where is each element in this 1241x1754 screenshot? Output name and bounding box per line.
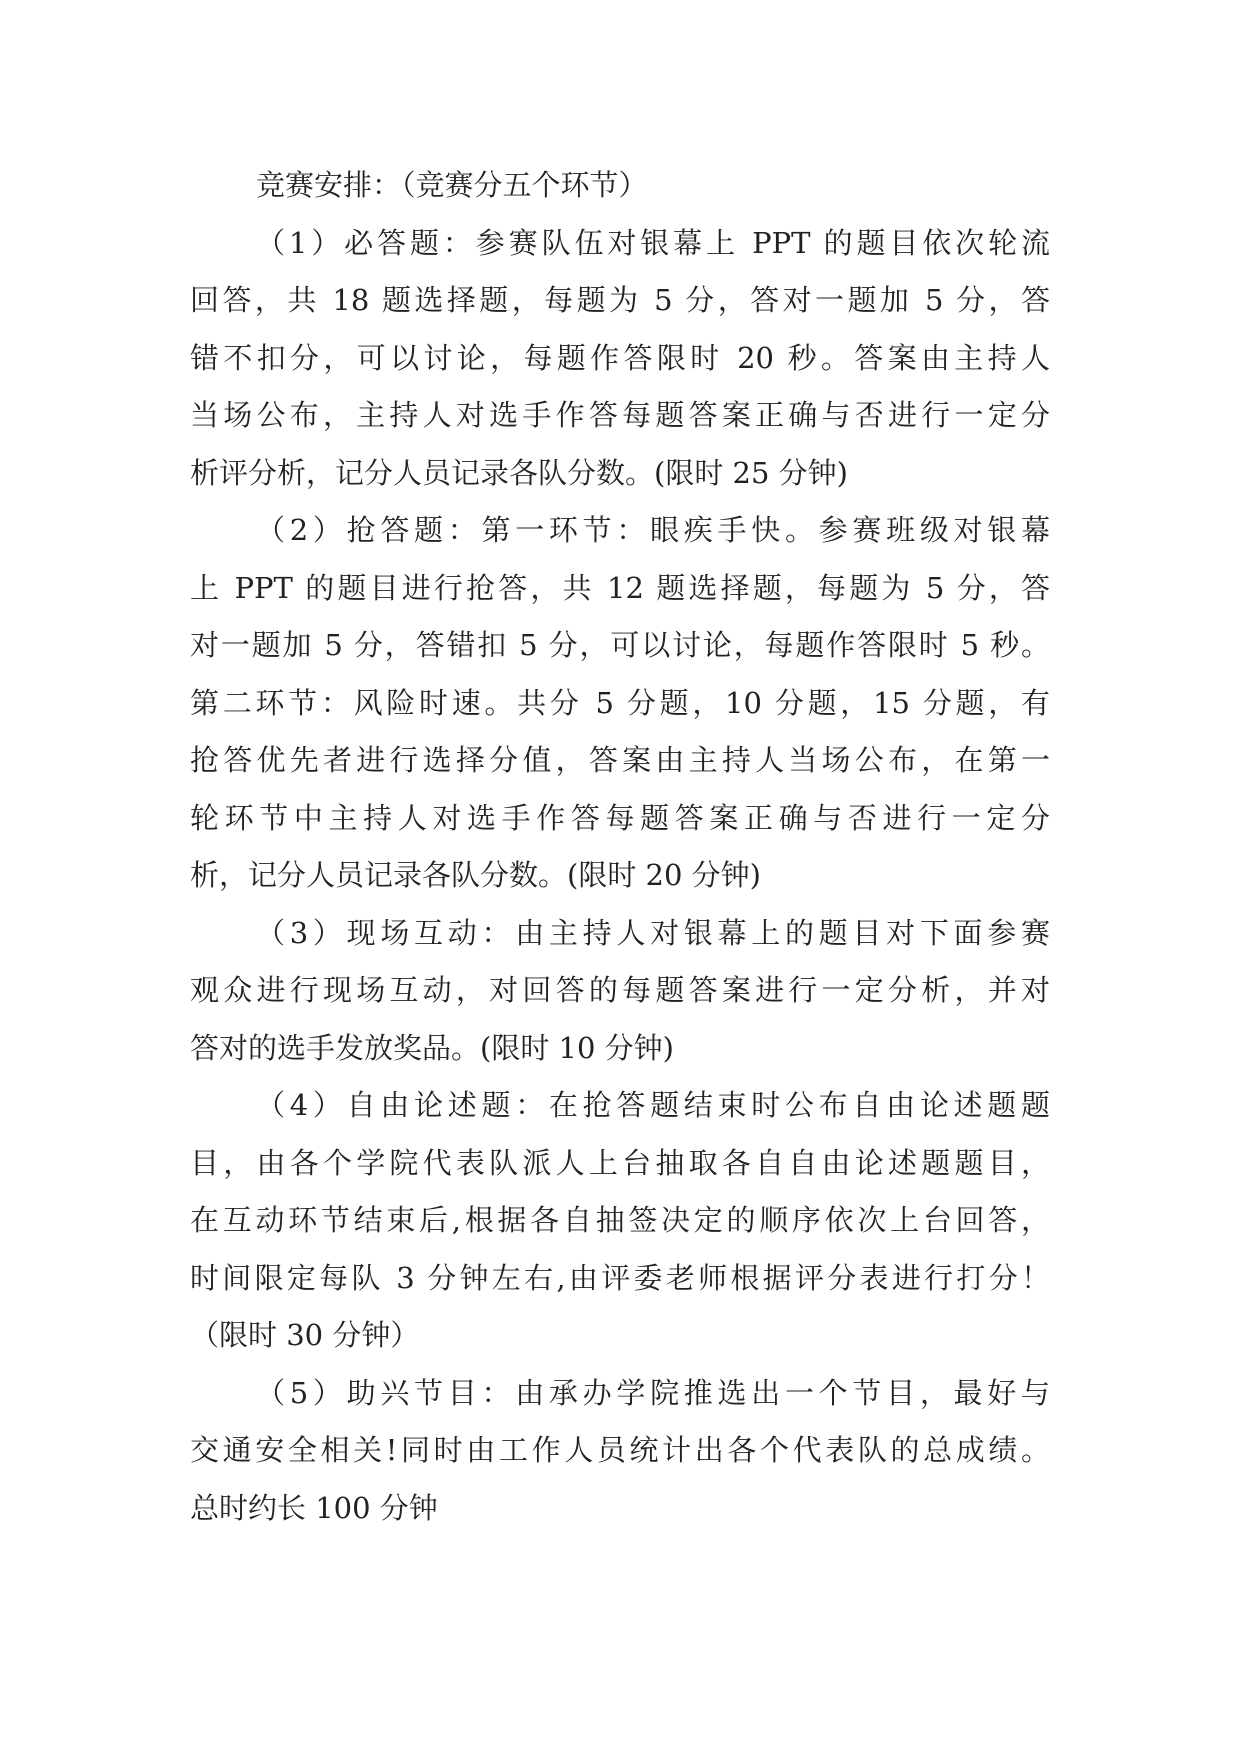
- text-line: 错不扣分，可以讨论，每题作答限时 20 秒。答案由主持人: [190, 340, 1050, 375]
- text-line: 交通安全相关!同时由工作人员统计出各个代表队的总成绩。: [190, 1433, 1050, 1467]
- text-line: 在互动环节结束后,根据各自抽签决定的顺序依次上台回答，: [190, 1203, 1050, 1237]
- text-line: （2）抢答题：第一环节：眼疾手快。参赛班级对银幕: [256, 513, 1050, 547]
- text-line: 观众进行现场互动，对回答的每题答案进行一定分析，并对: [190, 973, 1050, 1007]
- text-line: （3）现场互动：由主持人对银幕上的题目对下面参赛: [256, 915, 1050, 950]
- text-line: 上 PPT 的题目进行抢答，共 12 题选择题，每题为 5 分，答: [190, 570, 1050, 605]
- text-line: 析评分析，记分人员记录各队分数。(限时 25 分钟): [190, 455, 848, 490]
- text-line: （1）必答题：参赛队伍对银幕上 PPT 的题目依次轮流: [256, 225, 1050, 260]
- text-line: 答对的选手发放奖品。(限时 10 分钟): [190, 1030, 674, 1065]
- text-line: 竞赛安排：（竞赛分五个环节）: [256, 168, 648, 202]
- text-line: （限时 30 分钟）: [190, 1318, 420, 1352]
- text-line: 轮环节中主持人对选手作答每题答案正确与否进行一定分: [190, 800, 1050, 835]
- text-line: 对一题加 5 分，答错扣 5 分，可以讨论，每题作答限时 5 秒。: [190, 628, 1050, 662]
- text-line: 时间限定每队 3 分钟左右,由评委老师根据评分表进行打分！: [190, 1260, 1050, 1295]
- text-line: 回答，共 18 题选择题，每题为 5 分，答对一题加 5 分，答: [190, 283, 1050, 317]
- text-line: 析，记分人员记录各队分数。(限时 20 分钟): [190, 858, 761, 892]
- text-line: 第二环节：风险时速。共分 5 分题，10 分题，15 分题，有: [190, 685, 1050, 720]
- text-line: 当场公布，主持人对选手作答每题答案正确与否进行一定分: [190, 398, 1050, 432]
- text-line: 总时约长 100 分钟: [190, 1490, 438, 1525]
- text-line: （4）自由论述题：在抢答题结束时公布自由论述题题: [256, 1088, 1050, 1122]
- text-line: （5）助兴节目：由承办学院推选出一个节目，最好与: [256, 1375, 1050, 1410]
- text-line: 抢答优先者进行选择分值，答案由主持人当场公布，在第一: [190, 743, 1050, 777]
- text-line: 目，由各个学院代表队派人上台抽取各自自由论述题题目，: [190, 1145, 1050, 1180]
- document-body: [190, 157, 1050, 1537]
